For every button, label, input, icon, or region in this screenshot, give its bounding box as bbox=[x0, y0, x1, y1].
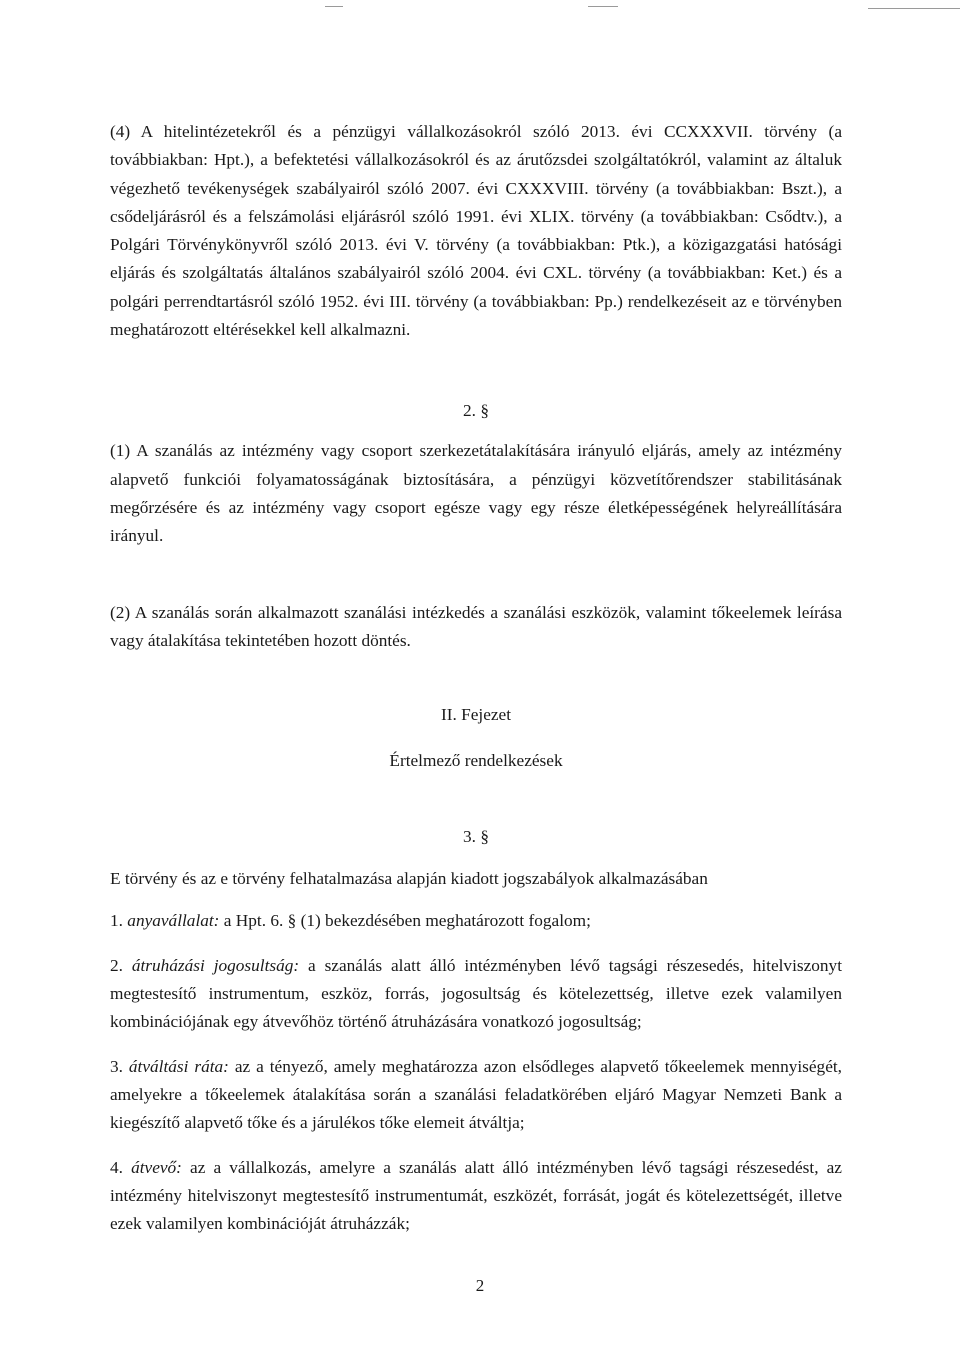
scan-artifact bbox=[325, 6, 343, 7]
definition-term: anyavállalat: bbox=[127, 911, 220, 931]
definition-term: átváltási ráta: bbox=[128, 1056, 229, 1076]
scan-artifact bbox=[588, 6, 618, 7]
paragraph-4: (4) A hitelintézetekről és a pénzügyi vállalkozásokról szóló 2013. évi CCXXXVII. törvény (a továbbiakban: Hpt.), a befektetési vállalkozásokról és az árutőzsdei szolgáltatókról, valamint az általuk végezhető tevékenységek szabályairól szóló 2007. évi CXXXVIII. törvény (a továbbiakban: Bszt.), a csődeljárásról és a felszámolási eljárásról szóló 1991. évi XLIX. törvény (a továbbiakban: Csődtv.), a Polgári Törvénykönyvről szóló 2013. évi V. törvény (a továbbiakban: Ptk.), a közigazgatási hatósági eljárás és szolgáltatás általános szabályairól szóló 2004. évi CXL. törvény (a továbbiakban: Ket.) és a polgári perrendtartásról szóló 1952. évi III. törvény (a továbbiakban: Pp.) rendelkezéseit az e törvényben meghatározott eltérésekkel kell alkalmazni. bbox=[110, 122, 842, 340]
definition-text: a Hpt. 6. § (1) bekezdésében meghatározott fogalom; bbox=[223, 911, 591, 931]
definition-number: 4. bbox=[110, 1157, 123, 1177]
section-2-paragraph-2: (2) A szanálás során alkalmazott szanálási intézkedés a szanálási eszközök, valamint tőkeelemek leírása vagy átalakítása tekintetében hozott döntés. bbox=[110, 602, 842, 650]
definition-3 bbox=[110, 1053, 842, 1138]
definition-number: 1. bbox=[110, 911, 123, 931]
definition-term: átruházási jogosultság: bbox=[131, 955, 300, 975]
scan-artifact bbox=[868, 8, 960, 9]
definition-4 bbox=[110, 1154, 842, 1239]
chapter-title: Értelmező rendelkezések bbox=[389, 751, 563, 771]
definition-number: 3. bbox=[110, 1056, 123, 1076]
definition-text: az a vállalkozás, amelyre a szanálás alatt álló intézményben lévő tagsági részesedést, az intézmény hitelviszonyt megtestesítő instrumentumát, eszközét, forrását, jogát és kötelezettségét, illetve ezek valamilyen kombinációját átruházzák; bbox=[110, 1157, 842, 1234]
page-number: 2 bbox=[475, 1276, 485, 1295]
section-2-paragraph-1: (1) A szanálás az intézmény vagy csoport szerkezetátalakítására irányuló eljárás, amely az intézmény alapvető funkciói folyamatosságának biztosítására, a pénzügyi közvetítőrendszer stabilitásának megőrzésére és az intézmény vagy csoport egésze vagy egy része életképességének helyreállítására irányul. bbox=[110, 441, 842, 546]
intro-line: E törvény és az e törvény felhatalmazása alapján kiadott jogszabályok alkalmazásában bbox=[110, 869, 708, 889]
definition-term: átvevő: bbox=[131, 1157, 182, 1177]
definition-1 bbox=[110, 907, 842, 935]
definition-number: 2. bbox=[110, 955, 123, 975]
definition-text: a szanálás alatt álló intézményben lévő tagsági részesedés, hitelviszonyt megtestesítő instrumentum, eszköz, forrás, jogosultság és kötelezettség, illetve ezek valamilyen kombinációjának egy átvevőhöz történő átruházására vonatkozó jogosultság; bbox=[110, 955, 842, 1032]
document-page bbox=[110, 118, 842, 1238]
section-3-heading: 3. § bbox=[463, 827, 489, 847]
definition-2 bbox=[110, 952, 842, 1037]
chapter-heading: II. Fejezet bbox=[440, 705, 512, 725]
section-2-heading: 2. § bbox=[463, 401, 489, 421]
definition-text: az a tényező, amely meghatározza azon elsődleges alapvető tőkeelemek mennyiségét, amelyekre a tőkeelemek átalakítása során a szanálási feladatkörében eljáró Magyar Nemzeti Bank a kiegészítő alapvető tőke és a járulékos tőke elemeit átváltja; bbox=[110, 1056, 842, 1133]
